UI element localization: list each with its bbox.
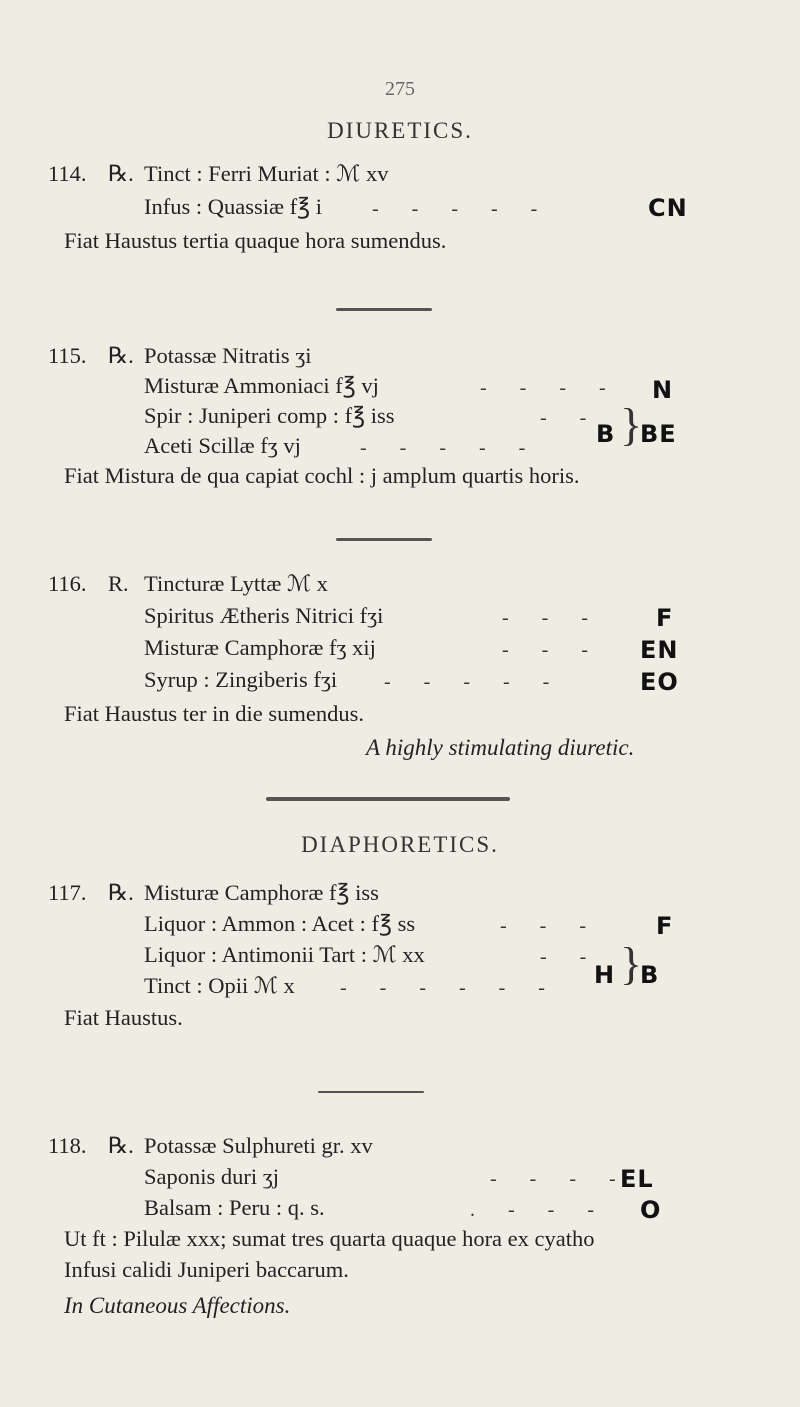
reference-code: EO — [640, 668, 679, 696]
divider — [336, 538, 432, 541]
divider — [336, 308, 432, 311]
reference-code: EL — [620, 1165, 654, 1193]
ingredient-line: Saponis duri ʒj — [144, 1164, 279, 1189]
recipe-number: 117. — [48, 880, 87, 905]
ingredient-line: Liquor : Ammon : Acet : f℥ ss — [144, 911, 416, 936]
reference-code: B — [596, 420, 616, 448]
recipe-number: 114. — [48, 161, 87, 186]
ingredient-line: Spir : Juniperi comp : f℥ iss — [144, 403, 395, 428]
brace: } — [620, 938, 643, 989]
recipe-number: 115. — [48, 343, 87, 368]
divider — [318, 1091, 424, 1093]
direction: Infusi calidi Juniperi baccarum. — [64, 1257, 349, 1282]
section-heading-diaphoretics: DIAPHORETICS. — [301, 832, 499, 857]
reference-code: EN — [640, 636, 679, 664]
direction: Fiat Haustus ter in die sumendus. — [64, 701, 364, 726]
ingredient-line: Tincturæ Lyttæ ℳ x — [144, 571, 328, 596]
annotation: In Cutaneous Affections. — [64, 1293, 291, 1318]
divider — [266, 797, 510, 801]
direction: Fiat Haustus. — [64, 1005, 183, 1030]
direction: Fiat Mistura de qua capiat cochl : j amplum quartis horis. — [64, 463, 580, 488]
ingredient-line: Potassæ Sulphureti gr. xv — [144, 1133, 373, 1158]
reference-code: N — [652, 376, 674, 404]
brace: } — [620, 399, 643, 450]
ingredient-line: Syrup : Zingiberis fʒi — [144, 667, 338, 692]
ingredient-line: Misturæ Camphoræ fʒ xij — [144, 635, 376, 660]
reference-code: BE — [640, 420, 677, 448]
recipe-symbol: R. — [108, 571, 129, 596]
recipe-symbol: ℞. — [108, 161, 134, 186]
recipe-symbol: ℞. — [108, 1133, 134, 1158]
reference-code: F — [656, 912, 674, 940]
reference-code: CN — [648, 194, 688, 222]
direction: Ut ft : Pilulæ xxx; sumat tres quarta quaque hora ex cyatho — [64, 1226, 595, 1251]
annotation: A highly stimulating diuretic. — [366, 735, 635, 760]
ingredient-line: Misturæ Camphoræ f℥ iss — [144, 880, 379, 905]
ingredient-line: Misturæ Ammoniaci f℥ vj — [144, 373, 379, 398]
ingredient-line: Spiritus Ætheris Nitrici fʒi — [144, 603, 384, 628]
reference-code: B — [640, 961, 660, 989]
ingredient-line: Tinct : Opii ℳ x — [144, 973, 295, 998]
page-number: 275 — [385, 78, 415, 100]
ingredient-line: Aceti Scillæ fʒ vj — [144, 433, 301, 458]
recipe-symbol: ℞. — [108, 343, 134, 368]
ingredient-line: Tinct : Ferri Muriat : ℳ xv — [144, 161, 389, 186]
reference-code: F — [656, 604, 674, 632]
ingredient-line: Liquor : Antimonii Tart : ℳ xx — [144, 942, 425, 967]
section-heading-diuretics: DIURETICS. — [327, 118, 473, 143]
ingredient-line: Infus : Quassiæ f℥ i — [144, 194, 322, 219]
reference-code: H — [594, 961, 616, 989]
direction: Fiat Haustus tertia quaque hora sumendus. — [64, 228, 447, 253]
reference-code: O — [640, 1196, 662, 1224]
recipe-symbol: ℞. — [108, 880, 134, 905]
recipe-number: 116. — [48, 571, 87, 596]
ingredient-line: Potassæ Nitratis ʒi — [144, 343, 312, 368]
recipe-number: 118. — [48, 1133, 87, 1158]
ingredient-line: Balsam : Peru : q. s. — [144, 1195, 325, 1220]
